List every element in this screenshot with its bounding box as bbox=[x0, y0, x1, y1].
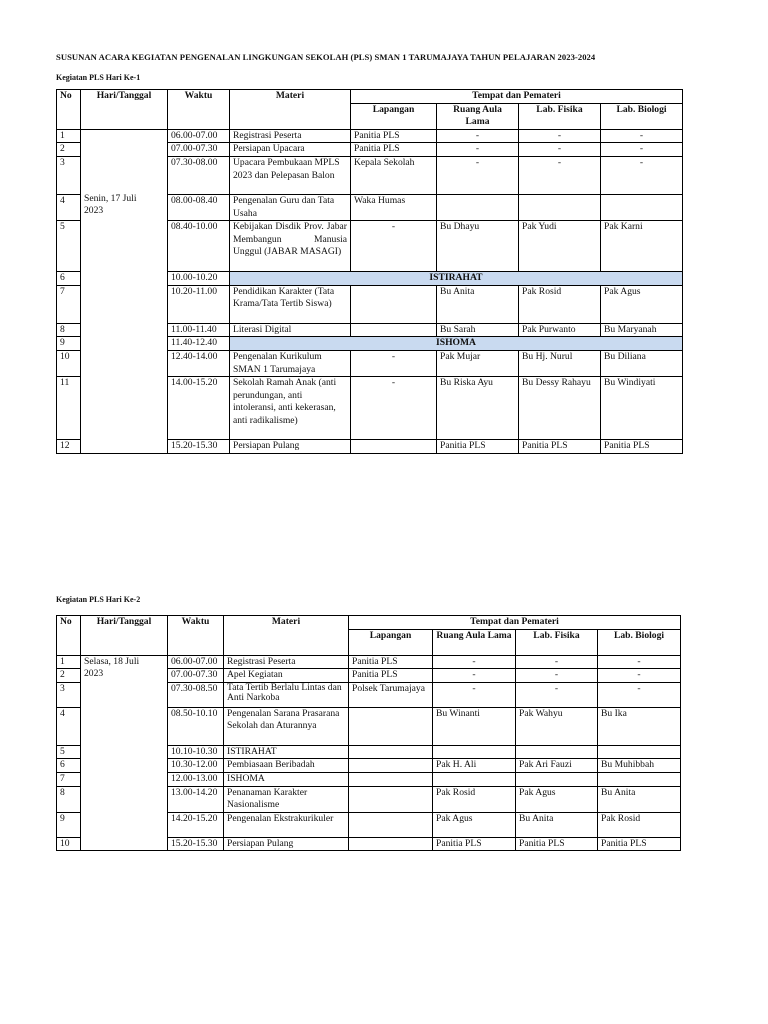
lapangan-cell: Waka Humas bbox=[351, 194, 437, 220]
lab-fisika-cell: Pak Rosid bbox=[519, 285, 601, 323]
lapangan-cell bbox=[351, 285, 437, 323]
row-number-cell: 7 bbox=[57, 285, 81, 323]
lab-fisika-cell bbox=[516, 745, 598, 759]
lab-biologi-cell: Bu Maryanah bbox=[601, 323, 683, 337]
materi-cell: Persiapan Upacara bbox=[230, 143, 351, 157]
waktu-cell: 10.10-10.30 bbox=[168, 745, 224, 759]
waktu-cell: 06.00-07.00 bbox=[168, 129, 230, 143]
header-lab-fisika: Lab. Fisika bbox=[519, 103, 601, 129]
lab-biologi-cell: - bbox=[598, 682, 681, 707]
lab-biologi-cell: Bu Muhibbah bbox=[598, 759, 681, 773]
ruang-aula-cell: Bu Sarah bbox=[437, 323, 519, 337]
lab-fisika-cell: Pak Ari Fauzi bbox=[516, 759, 598, 773]
ruang-aula-cell: Panitia PLS bbox=[437, 440, 519, 454]
materi-cell: Kebijakan Disdik Prov. Jabar Membangun Manusia Unggul (JABAR MASAGI) bbox=[230, 221, 351, 272]
ruang-aula-cell: Pak Rosid bbox=[433, 786, 516, 812]
row-number-cell: 8 bbox=[57, 786, 81, 812]
row-number-cell: 10 bbox=[57, 350, 81, 376]
waktu-cell: 13.00-14.20 bbox=[168, 786, 224, 812]
header-hari-tanggal: Hari/Tanggal bbox=[81, 616, 168, 656]
header-ruang-aula: Ruang Aula Lama bbox=[433, 629, 516, 655]
row-number-cell: 3 bbox=[57, 156, 81, 194]
ruang-aula-cell bbox=[433, 772, 516, 786]
lapangan-cell: Kepala Sekolah bbox=[351, 156, 437, 194]
materi-cell: Pendidikan Karakter (Tata Krama/Tata Tertib Siswa) bbox=[230, 285, 351, 323]
materi-cell: Pengenalan Sarana Prasarana Sekolah dan Aturannya bbox=[224, 707, 349, 745]
lab-biologi-cell: Panitia PLS bbox=[598, 837, 681, 851]
row-number-cell: 1 bbox=[57, 129, 81, 143]
day2-schedule-table bbox=[56, 615, 681, 851]
materi-cell: Sekolah Ramah Anak (anti perundungan, anti intoleransi, anti kekerasan, anti radikalisme) bbox=[230, 377, 351, 440]
row-number-cell: 7 bbox=[57, 772, 81, 786]
header-no: No bbox=[57, 90, 81, 130]
lab-fisika-cell: Pak Purwanto bbox=[519, 323, 601, 337]
break-band-cell: ISTIRAHAT bbox=[230, 272, 683, 286]
ruang-aula-cell: - bbox=[433, 655, 516, 669]
ruang-aula-cell: Bu Anita bbox=[437, 285, 519, 323]
lab-fisika-cell: Pak Agus bbox=[516, 786, 598, 812]
lab-fisika-cell: Pak Yudi bbox=[519, 221, 601, 272]
row-number-cell: 9 bbox=[57, 812, 81, 837]
waktu-cell: 12.00-13.00 bbox=[168, 772, 224, 786]
lab-fisika-cell: Panitia PLS bbox=[516, 837, 598, 851]
ruang-aula-cell bbox=[433, 745, 516, 759]
lapangan-cell bbox=[351, 440, 437, 454]
lab-biologi-cell: Pak Agus bbox=[601, 285, 683, 323]
waktu-cell: 12.40-14.00 bbox=[168, 350, 230, 376]
waktu-cell: 07.00-07.30 bbox=[168, 669, 224, 683]
row-number-cell: 8 bbox=[57, 323, 81, 337]
lapangan-cell: Panitia PLS bbox=[351, 129, 437, 143]
lab-biologi-cell: - bbox=[601, 156, 683, 194]
lapangan-cell bbox=[349, 745, 433, 759]
row-number-cell: 6 bbox=[57, 759, 81, 773]
lab-fisika-cell: - bbox=[516, 655, 598, 669]
row-number-cell: 11 bbox=[57, 377, 81, 440]
waktu-cell: 11.00-11.40 bbox=[168, 323, 230, 337]
lab-fisika-cell: - bbox=[519, 156, 601, 194]
table-row bbox=[57, 655, 681, 669]
lab-biologi-cell bbox=[601, 194, 683, 220]
waktu-cell: 08.50-10.10 bbox=[168, 707, 224, 745]
row-number-cell: 5 bbox=[57, 221, 81, 272]
header-materi: Materi bbox=[230, 90, 351, 130]
materi-cell: Pengenalan Ekstrakurikuler bbox=[224, 812, 349, 837]
waktu-cell: 07.30-08.50 bbox=[168, 682, 224, 707]
ruang-aula-cell: Bu Riska Ayu bbox=[437, 377, 519, 440]
lab-biologi-cell: Pak Karni bbox=[601, 221, 683, 272]
lab-biologi-cell: Pak Rosid bbox=[598, 812, 681, 837]
date-label: Selasa, 18 Juli 2023 bbox=[84, 655, 140, 680]
lapangan-cell: - bbox=[351, 377, 437, 440]
date-label: Senin, 17 Juli 2023 bbox=[84, 192, 137, 217]
row-number-cell: 6 bbox=[57, 272, 81, 286]
lapangan-cell: Panitia PLS bbox=[351, 143, 437, 157]
ruang-aula-cell: Pak Agus bbox=[433, 812, 516, 837]
day1-section-label: Kegiatan PLS Hari Ke-1 bbox=[56, 73, 141, 82]
ruang-aula-cell: Bu Winanti bbox=[433, 707, 516, 745]
header-lapangan: Lapangan bbox=[349, 629, 433, 655]
lab-fisika-cell: - bbox=[519, 143, 601, 157]
header-lab-biologi: Lab. Biologi bbox=[601, 103, 683, 129]
break-band-cell: ISHOMA bbox=[230, 337, 683, 351]
waktu-cell: 15.20-15.30 bbox=[168, 837, 224, 851]
ruang-aula-cell: - bbox=[437, 129, 519, 143]
waktu-cell: 08.00-08.40 bbox=[168, 194, 230, 220]
waktu-cell: 10.30-12.00 bbox=[168, 759, 224, 773]
materi-cell: ISHOMA bbox=[224, 772, 349, 786]
ruang-aula-cell: - bbox=[437, 143, 519, 157]
day1-schedule-table bbox=[56, 89, 683, 454]
row-number-cell: 4 bbox=[57, 194, 81, 220]
ruang-aula-cell bbox=[437, 194, 519, 220]
materi-cell: Persiapan Pulang bbox=[230, 440, 351, 454]
hari-tanggal-cell bbox=[81, 129, 168, 453]
header-lab-fisika: Lab. Fisika bbox=[516, 629, 598, 655]
materi-cell: Persiapan Pulang bbox=[224, 837, 349, 851]
row-number-cell: 9 bbox=[57, 337, 81, 351]
waktu-cell: 14.00-15.20 bbox=[168, 377, 230, 440]
materi-cell: Upacara Pembukaan MPLS 2023 dan Pelepasan Balon bbox=[230, 156, 351, 194]
lab-fisika-cell: - bbox=[516, 669, 598, 683]
hari-tanggal-cell bbox=[81, 655, 168, 851]
table-row bbox=[57, 129, 683, 143]
materi-cell: Registrasi Peserta bbox=[230, 129, 351, 143]
day2-section-label: Kegiatan PLS Hari Ke-2 bbox=[56, 595, 141, 604]
header-tempat-pemateri: Tempat dan Pemateri bbox=[351, 90, 683, 104]
lapangan-cell: - bbox=[351, 221, 437, 272]
lab-biologi-cell: - bbox=[601, 143, 683, 157]
lab-biologi-cell: Bu Anita bbox=[598, 786, 681, 812]
row-number-cell: 2 bbox=[57, 669, 81, 683]
waktu-cell: 10.00-10.20 bbox=[168, 272, 230, 286]
lab-biologi-cell: Bu Ika bbox=[598, 707, 681, 745]
lab-biologi-cell: - bbox=[601, 129, 683, 143]
lab-fisika-cell bbox=[519, 194, 601, 220]
lab-biologi-cell: Bu Diliana bbox=[601, 350, 683, 376]
waktu-cell: 07.00-07.30 bbox=[168, 143, 230, 157]
lapangan-cell: Polsek Tarumajaya bbox=[349, 682, 433, 707]
lab-biologi-cell bbox=[598, 772, 681, 786]
header-lab-biologi: Lab. Biologi bbox=[598, 629, 681, 655]
lab-fisika-cell bbox=[516, 772, 598, 786]
header-waktu: Waktu bbox=[168, 90, 230, 130]
lab-fisika-cell: Bu Hj. Nurul bbox=[519, 350, 601, 376]
row-number-cell: 4 bbox=[57, 707, 81, 745]
lab-fisika-cell: Bu Anita bbox=[516, 812, 598, 837]
waktu-cell: 11.40-12.40 bbox=[168, 337, 230, 351]
row-number-cell: 5 bbox=[57, 745, 81, 759]
lapangan-cell bbox=[349, 812, 433, 837]
lapangan-cell bbox=[349, 759, 433, 773]
header-tempat-pemateri: Tempat dan Pemateri bbox=[349, 616, 681, 630]
waktu-cell: 14.20-15.20 bbox=[168, 812, 224, 837]
header-no: No bbox=[57, 616, 81, 656]
row-number-cell: 12 bbox=[57, 440, 81, 454]
lapangan-cell bbox=[349, 772, 433, 786]
materi-cell: Pengenalan Guru dan Tata Usaha bbox=[230, 194, 351, 220]
materi-cell: Apel Kegiatan bbox=[224, 669, 349, 683]
lapangan-cell bbox=[351, 323, 437, 337]
ruang-aula-cell: Panitia PLS bbox=[433, 837, 516, 851]
waktu-cell: 10.20-11.00 bbox=[168, 285, 230, 323]
header-waktu: Waktu bbox=[168, 616, 224, 656]
lab-fisika-cell: Panitia PLS bbox=[519, 440, 601, 454]
lapangan-cell: - bbox=[351, 350, 437, 376]
ruang-aula-cell: - bbox=[437, 156, 519, 194]
waktu-cell: 08.40-10.00 bbox=[168, 221, 230, 272]
lab-fisika-cell: - bbox=[519, 129, 601, 143]
materi-cell: Tata Tertib Berlalu Lintas dan Anti Narkoba bbox=[224, 682, 349, 707]
ruang-aula-cell: Bu Dhayu bbox=[437, 221, 519, 272]
lab-biologi-cell bbox=[598, 745, 681, 759]
lab-biologi-cell: Panitia PLS bbox=[601, 440, 683, 454]
ruang-aula-cell: - bbox=[433, 669, 516, 683]
lab-biologi-cell: - bbox=[598, 669, 681, 683]
lapangan-cell bbox=[349, 786, 433, 812]
row-number-cell: 3 bbox=[57, 682, 81, 707]
lapangan-cell: Panitia PLS bbox=[349, 669, 433, 683]
lab-fisika-cell: - bbox=[516, 682, 598, 707]
lab-fisika-cell: Bu Dessy Rahayu bbox=[519, 377, 601, 440]
lapangan-cell bbox=[349, 707, 433, 745]
materi-cell: Pembiasaan Beribadah bbox=[224, 759, 349, 773]
header-materi: Materi bbox=[224, 616, 349, 656]
lab-biologi-cell: Bu Windiyati bbox=[601, 377, 683, 440]
materi-cell: Penanaman Karakter Nasionalisme bbox=[224, 786, 349, 812]
materi-cell: Registrasi Peserta bbox=[224, 655, 349, 669]
row-number-cell: 10 bbox=[57, 837, 81, 851]
lab-biologi-cell: - bbox=[598, 655, 681, 669]
ruang-aula-cell: Pak H. Ali bbox=[433, 759, 516, 773]
document-title: SUSUNAN ACARA KEGIATAN PENGENALAN LINGKUNGAN SEKOLAH (PLS) SMAN 1 TARUMAJAYA TAHUN PELAJARAN 2023-2024 bbox=[56, 52, 596, 62]
materi-cell: Literasi Digital bbox=[230, 323, 351, 337]
ruang-aula-cell: - bbox=[433, 682, 516, 707]
waktu-cell: 06.00-07.00 bbox=[168, 655, 224, 669]
waktu-cell: 15.20-15.30 bbox=[168, 440, 230, 454]
lapangan-cell: Panitia PLS bbox=[349, 655, 433, 669]
lapangan-cell bbox=[349, 837, 433, 851]
header-lapangan: Lapangan bbox=[351, 103, 437, 129]
row-number-cell: 2 bbox=[57, 143, 81, 157]
header-hari-tanggal: Hari/Tanggal bbox=[81, 90, 168, 130]
row-number-cell: 1 bbox=[57, 655, 81, 669]
waktu-cell: 07.30-08.00 bbox=[168, 156, 230, 194]
materi-cell: ISTIRAHAT bbox=[224, 745, 349, 759]
lab-fisika-cell: Pak Wahyu bbox=[516, 707, 598, 745]
ruang-aula-cell: Pak Mujar bbox=[437, 350, 519, 376]
header-ruang-aula: Ruang Aula Lama bbox=[437, 103, 519, 129]
materi-cell: Pengenalan Kurikulum SMAN 1 Tarumajaya bbox=[230, 350, 351, 376]
